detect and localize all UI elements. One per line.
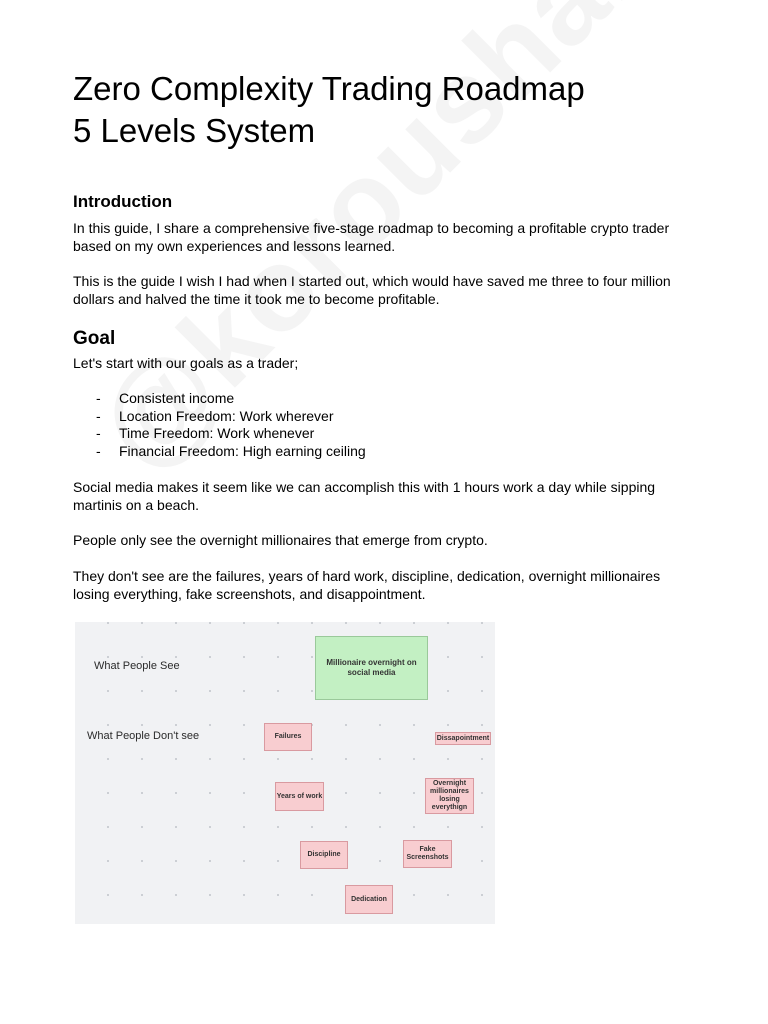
goal-paragraph-failures: They don't see are the failures, years of hard work, discipline, dedication, overnight millionaires losing everything, fake screenshots, and disappointment. (73, 568, 661, 602)
card-fake-screenshots: Fake Screenshots (403, 840, 452, 868)
introduction-paragraph-2: This is the guide I wish I had when I started out, which would have saved me three to four million dollars and halved the time it took me to become profitable. (73, 273, 671, 307)
list-item-text: Location Freedom: Work wherever (119, 407, 334, 424)
card-failures: Failures (264, 723, 312, 751)
card-years-of-work: Years of work (275, 782, 324, 811)
list-item-text: Time Freedom: Work whenever (119, 425, 315, 442)
list-item-text: Financial Freedom: High earning ceiling (119, 443, 366, 460)
label-what-people-dont-see: What People Don't see (87, 730, 200, 742)
card-overnight-millionaires-losing: Overnight millionaires losing everythign (425, 778, 474, 814)
title-line-2: 5 Levels System (73, 112, 316, 149)
card-dedication: Dedication (345, 885, 393, 914)
title-line-1: Zero Complexity Trading Roadmap (73, 70, 585, 107)
goal-paragraph-social-media: Social media makes it seem like we can accomplish this with 1 hours work a day while sipping martinis on a beach. (73, 479, 656, 513)
list-item: - Consistent income (96, 390, 235, 406)
whiteboard-diagram (75, 622, 495, 924)
list-item: - Location Freedom: Work wherever (96, 407, 334, 424)
goal-list (96, 390, 366, 461)
page-title (73, 68, 585, 152)
card-dissapointment: Dissapointment (435, 732, 491, 745)
list-item: - Time Freedom: Work whenever (96, 425, 315, 442)
introduction-paragraph-1: In this guide, I share a comprehensive five-stage roadmap to becoming a profitable crypto trader based on my own experiences and lessons learned. (73, 220, 670, 254)
list-item: - Financial Freedom: High earning ceiling (96, 443, 366, 460)
card-discipline: Discipline (300, 841, 348, 869)
list-item-text: Consistent income (119, 390, 235, 406)
goal-intro: Let's start with our goals as a trader; (73, 355, 299, 371)
introduction-heading: Introduction (73, 192, 173, 211)
goal-heading: Goal (73, 328, 116, 349)
goal-paragraph-overnight: People only see the overnight millionaires that emerge from crypto. (73, 532, 488, 548)
label-what-people-see: What People See (94, 660, 180, 672)
card-millionaire-overnight: Millionaire overnight on social media (315, 636, 428, 700)
